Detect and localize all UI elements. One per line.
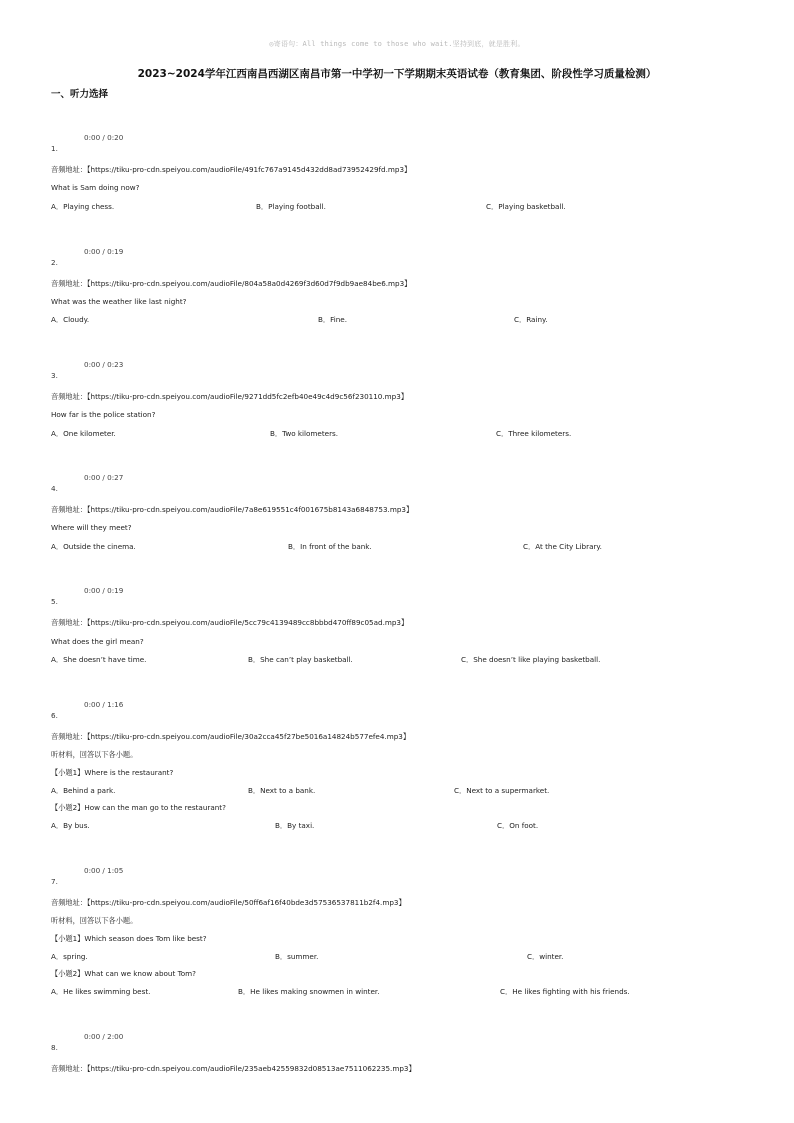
question-number: 5. [51, 597, 58, 606]
sub1-option-b[interactable]: B．summer. [275, 952, 319, 961]
sub2-option-b[interactable]: B．He likes making snowmen in winter. [238, 987, 380, 996]
sub1-option-a[interactable]: A．spring. [51, 952, 88, 961]
question-prompt: How far is the police station? [51, 410, 156, 419]
question-3 [0, 360, 794, 470]
sub1-option-c[interactable]: C．Next to a supermarket. [454, 786, 550, 795]
option-b[interactable]: B．In front of the bank. [288, 542, 372, 551]
page-title: 2023~2024学年江西南昌西湖区南昌市第一中学初一下学期期末英语试卷（教育集团、阶段性学习质量检测） [137, 68, 657, 80]
header-motto: ◎寄语句：All things come to those who wait.坚持到底，就是胜利。 [269, 40, 525, 48]
audio-url: 音频地址：【https://tiku-pro-cdn.speiyou.com/audioFile/5cc79c4139489cc8bbbd470ff89c05ad.mp3】 [51, 618, 409, 627]
audio-player-time[interactable]: 0:00 / 0:23 [84, 360, 124, 369]
question-prompt: What is Sam doing now? [51, 183, 140, 192]
question-2 [0, 247, 794, 357]
audio-player-time[interactable]: 0:00 / 1:16 [84, 700, 124, 709]
question-number: 3. [51, 371, 58, 380]
sub2-option-b[interactable]: B．By taxi. [275, 821, 315, 830]
question-4 [0, 473, 794, 583]
audio-url: 音频地址：【https://tiku-pro-cdn.speiyou.com/audioFile/491fc767a9145d432dd8ad73952429fd.mp3】 [51, 165, 412, 174]
subquestion-2-prompt: 【小题2】How can the man go to the restaurant? [51, 803, 226, 812]
audio-player-time[interactable]: 0:00 / 0:19 [84, 247, 124, 256]
option-b[interactable]: B．Two kilometers. [270, 429, 339, 438]
question-prompt: What was the weather like last night? [51, 297, 187, 306]
option-c[interactable]: C．Three kilometers. [496, 429, 572, 438]
option-a[interactable]: A．One kilometer. [51, 429, 116, 438]
audio-url: 音频地址：【https://tiku-pro-cdn.speiyou.com/audioFile/30a2cca45f27be5016a14824b577efe4.mp3】 [51, 732, 411, 741]
option-c[interactable]: C．She doesn’t like playing basketball. [461, 655, 601, 664]
question-1 [0, 133, 794, 243]
section-heading: 一、听力选择 [51, 89, 109, 100]
option-b[interactable]: B．Fine. [318, 315, 347, 324]
option-c[interactable]: C．Rainy. [514, 315, 548, 324]
option-a[interactable]: A．She doesn’t have time. [51, 655, 147, 664]
option-a[interactable]: A．Cloudy. [51, 315, 90, 324]
audio-player-time[interactable]: 0:00 / 0:27 [84, 473, 124, 482]
question-number: 1. [51, 144, 58, 153]
option-c[interactable]: C．At the City Library. [523, 542, 602, 551]
question-number: 4. [51, 484, 58, 493]
sub1-option-c[interactable]: C．winter. [527, 952, 564, 961]
audio-player-time[interactable]: 0:00 / 0:20 [84, 133, 124, 142]
option-c[interactable]: C．Playing basketball. [486, 202, 566, 211]
audio-url: 音频地址：【https://tiku-pro-cdn.speiyou.com/audioFile/235aeb42559832d08513ae7511062235.mp3】 [51, 1064, 416, 1073]
question-number: 6. [51, 711, 58, 720]
question-prompt: What does the girl mean? [51, 637, 144, 646]
audio-player-time[interactable]: 0:00 / 1:05 [84, 866, 124, 875]
audio-player-time[interactable]: 0:00 / 0:19 [84, 586, 124, 595]
sub2-option-c[interactable]: C．He likes fighting with his friends. [500, 987, 630, 996]
sub2-option-c[interactable]: C．On foot. [497, 821, 539, 830]
question-6 [0, 700, 794, 840]
question-number: 8. [51, 1043, 58, 1052]
option-b[interactable]: B．She can’t play basketball. [248, 655, 353, 664]
audio-player-time[interactable]: 0:00 / 2:00 [84, 1032, 124, 1041]
subquestion-1-prompt: 【小题1】Where is the restaurant? [51, 768, 174, 777]
subquestion-2-prompt: 【小题2】What can we know about Tom? [51, 969, 196, 978]
sub1-option-b[interactable]: B．Next to a bank. [248, 786, 316, 795]
question-prompt: Where will they meet? [51, 523, 132, 532]
sub1-option-a[interactable]: A．Behind a park. [51, 786, 116, 795]
subquestion-1-prompt: 【小题1】Which season does Tom like best? [51, 934, 207, 943]
option-a[interactable]: A．Playing chess. [51, 202, 115, 211]
option-a[interactable]: A．Outside the cinema. [51, 542, 136, 551]
question-instruction: 听材料，回答以下各小题。 [51, 916, 138, 925]
option-b[interactable]: B．Playing football. [256, 202, 326, 211]
audio-url: 音频地址：【https://tiku-pro-cdn.speiyou.com/audioFile/9271dd5fc2efb40e49c4d9c56f230110.mp3】 [51, 392, 408, 401]
audio-url: 音频地址：【https://tiku-pro-cdn.speiyou.com/audioFile/50ff6af16f40bde3d57536537811b2f4.mp3】 [51, 898, 406, 907]
sub2-option-a[interactable]: A．He likes swimming best. [51, 987, 151, 996]
question-5 [0, 586, 794, 696]
question-number: 2. [51, 258, 58, 267]
question-instruction: 听材料，回答以下各小题。 [51, 750, 138, 759]
question-7 [0, 866, 794, 1006]
sub2-option-a[interactable]: A．By bus. [51, 821, 90, 830]
question-number: 7. [51, 877, 58, 886]
question-8 [0, 1032, 794, 1092]
audio-url: 音频地址：【https://tiku-pro-cdn.speiyou.com/audioFile/804a58a0d4269f3d60d7f9db9ae84be6.mp3】 [51, 279, 412, 288]
audio-url: 音频地址：【https://tiku-pro-cdn.speiyou.com/audioFile/7a8e619551c4f001675b8143a6848753.mp3】 [51, 505, 414, 514]
